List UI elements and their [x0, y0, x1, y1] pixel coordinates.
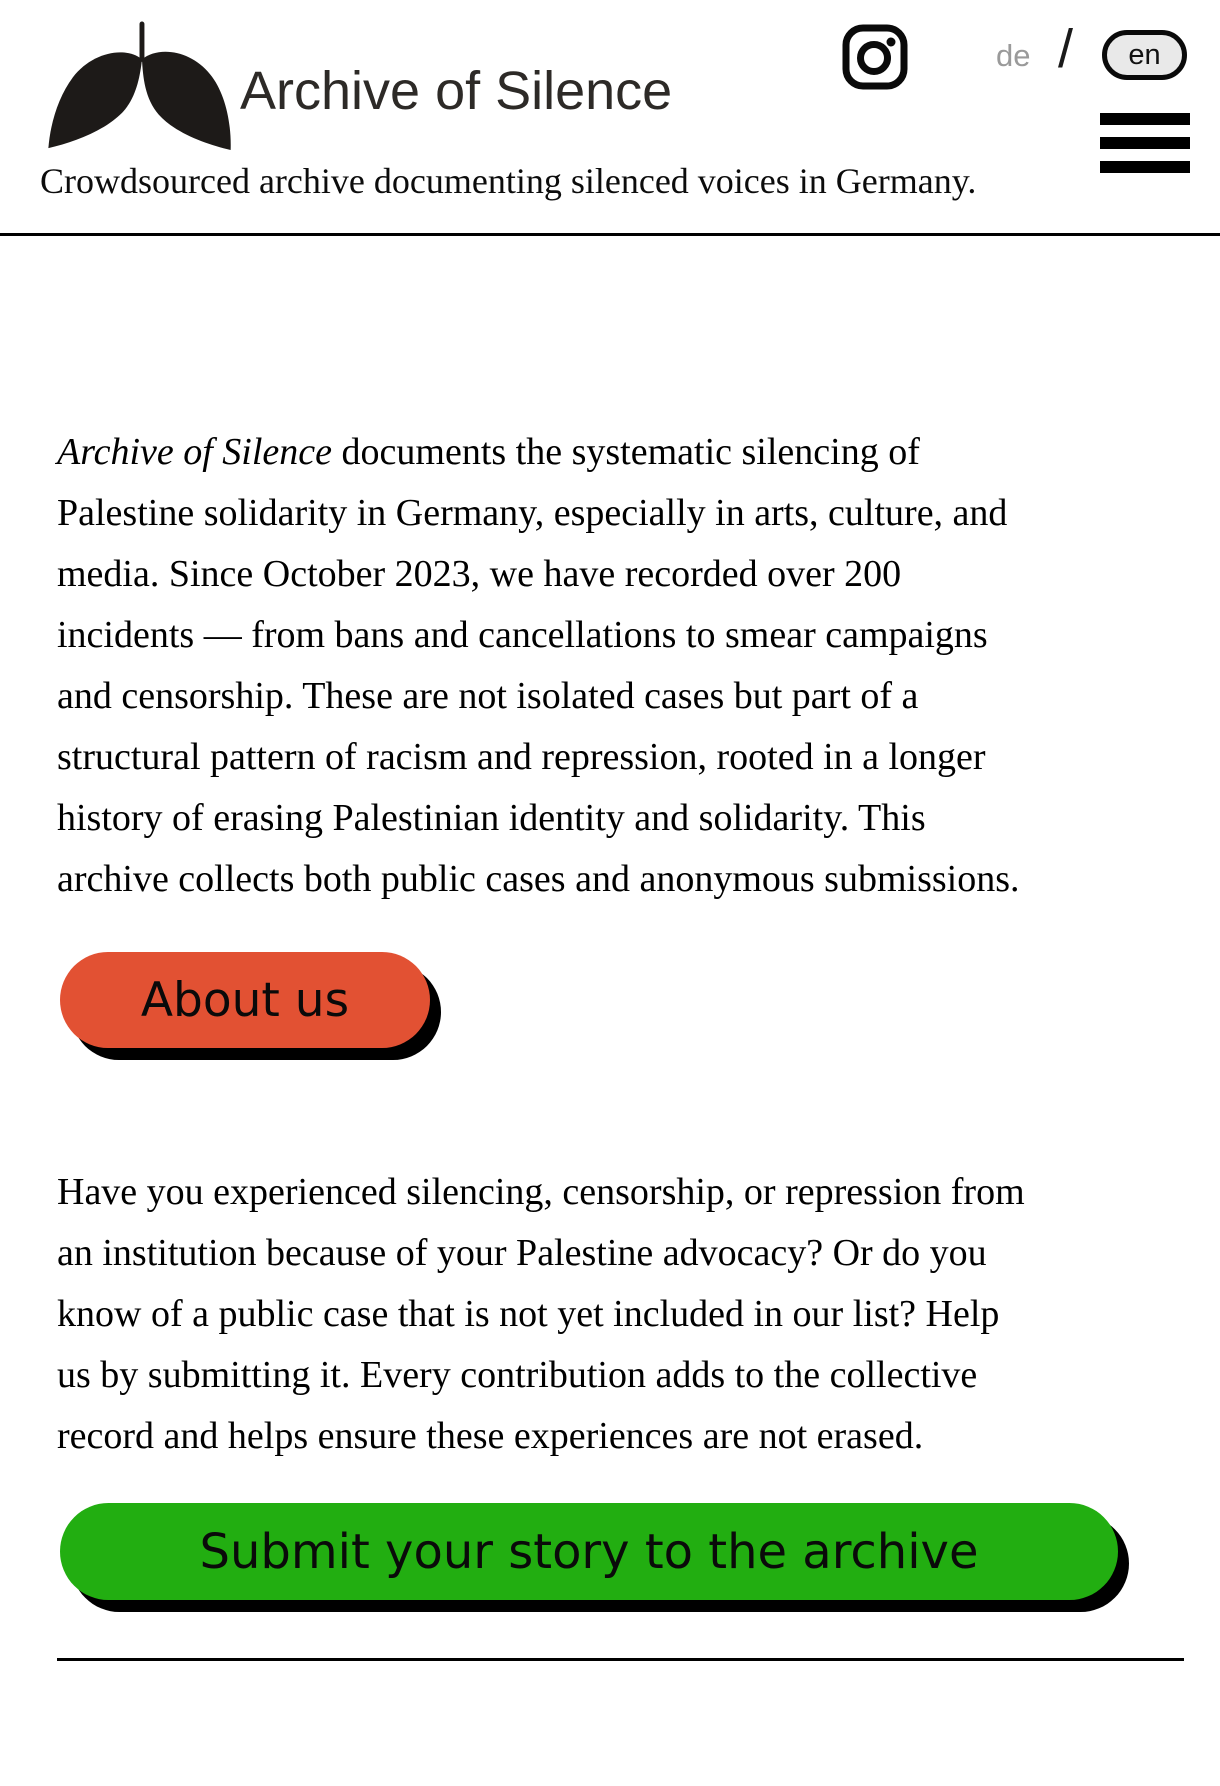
main-content: [0, 422, 1220, 1600]
home-link[interactable]: [45, 20, 235, 153]
site-tagline: Crowdsourced archive documenting silenced voices in Germany.: [40, 161, 977, 201]
menu-bar: [1100, 137, 1190, 149]
site-title[interactable]: Archive of Silence: [240, 61, 673, 121]
intro-lead-italic: Archive of Silence: [57, 431, 333, 473]
footer-divider: [57, 1658, 1184, 1661]
language-separator: /: [1058, 19, 1074, 79]
menu-bar: [1100, 161, 1190, 173]
hamburger-menu-icon[interactable]: [1100, 113, 1190, 173]
intro-text: documents the systematic silencing of Palestine solidarity in Germany, especially in arts, culture, and media. Since October 2023, we have recorded over 200 incidents — from bans and cancellations to smear campaigns and censorship. These are not isolated cases but part of a structural pattern of racism and repression, rooted in a longer history of erasing Palestinian identity and solidarity. This archive collects both public cases and anonymous submissions.: [57, 431, 1020, 900]
intro-paragraph: [57, 422, 1032, 910]
instagram-icon[interactable]: [842, 23, 908, 91]
submit-invitation-paragraph: Have you experienced silencing, censorship, or repression from an institution because of your Palestine advocacy? Or do you know of a public case that is not yet included in our list? Help us by submitting it. Every contribution adds to the collective record and helps ensure these experiences are not erased.: [57, 1171, 1025, 1457]
site-header: [0, 0, 1220, 236]
about-us-button[interactable]: About us: [60, 952, 430, 1048]
language-option-en-active[interactable]: en: [1102, 30, 1187, 80]
language-option-de[interactable]: de: [996, 38, 1031, 73]
submit-story-button[interactable]: Submit your story to the archive: [60, 1503, 1118, 1600]
menu-bar: [1100, 113, 1190, 125]
wilted-plant-logo-icon: [45, 20, 235, 153]
